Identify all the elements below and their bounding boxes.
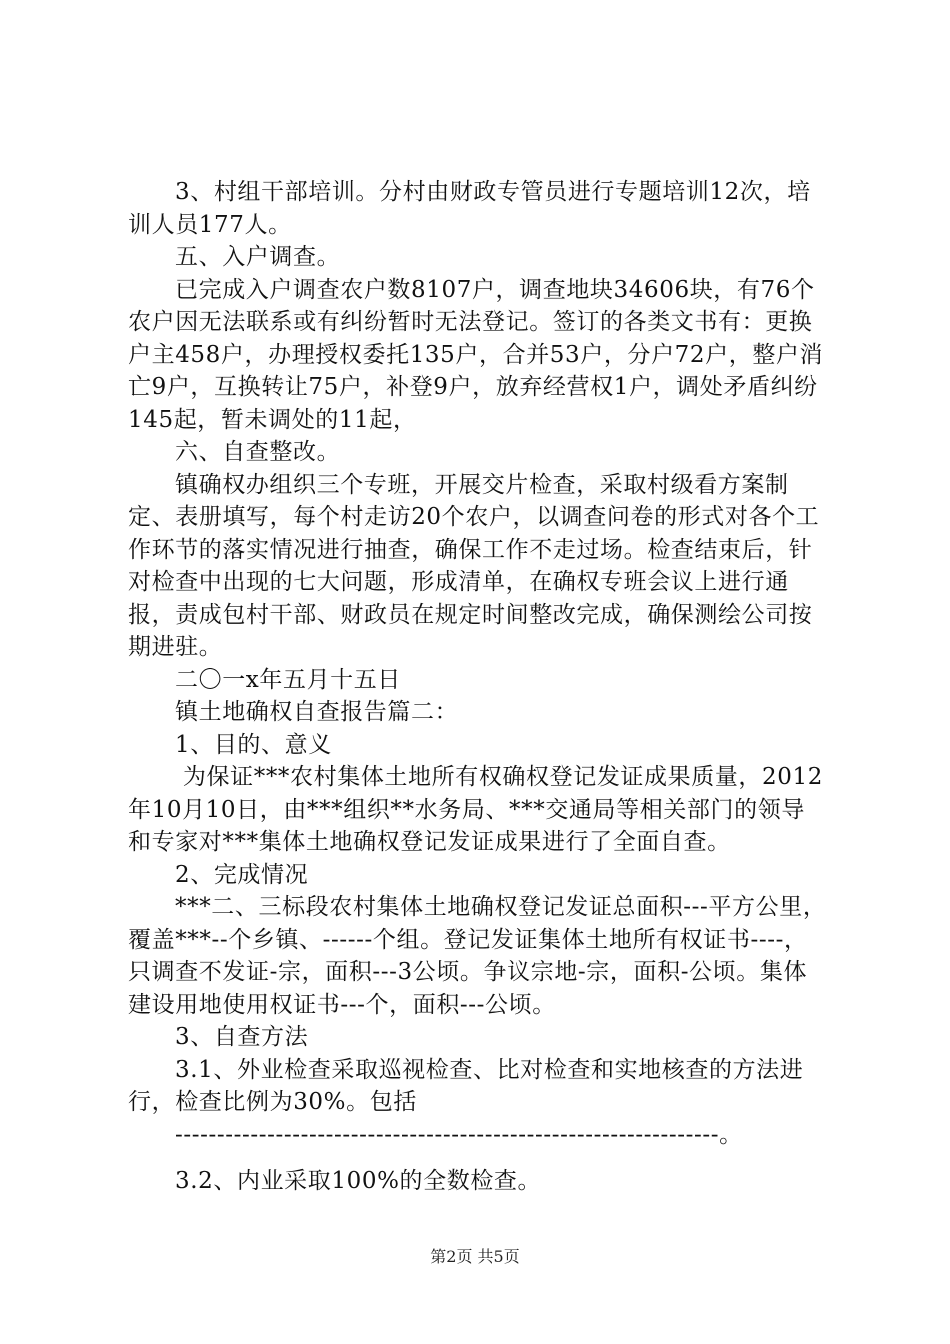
- heading-purpose: 1、目的、意义: [175, 731, 332, 758]
- paragraph-office-check: 3.2、内业采取100%的全数检查。: [175, 1168, 542, 1194]
- heading-report-part-two: 镇土地确权自查报告篇二：: [175, 699, 459, 725]
- paragraph-survey-results: 已完成入户调查农户数8107户，调查地块34606块，有76个农户因无法联系或有纠纷暂时无法登记。签订的各类文书有：更换户主458户，办理授权委托135户，合并53户，分户72户，整户消亡9户，互换转让75户，补登9户，放弃经营权1户，调处矛盾纠纷145起，暂未调处的11起，: [128, 276, 824, 433]
- heading-self-inspection: 六、自查整改。: [175, 439, 341, 465]
- paragraph-inspection-details: 镇确权办组织三个专班，开展交片检查，采取村级看方案制定、表册填写，每个村走访20个农户，以调查问卷的形式对各个工作环节的落实情况进行抽查，确保工作不走过场。检查结束后，针对检查中出现的七大问题，形成清单，在确权专班会议上进行通报，责成包村干部、财政员在规定时间整改完成，确保测绘公司按期进驻。: [128, 471, 820, 660]
- paragraph-purpose: 为保证***农村集体土地所有权确权登记发证成果质量，2012年10月10日，由***组织**水务局、***交通局等相关部门的领导和专家对***集体土地确权登记发证成果进行了全面自查。: [128, 764, 823, 855]
- heading-household-survey: 五、入户调查。: [175, 244, 341, 270]
- paragraph-completion: ***二、三标段农村集体土地确权登记发证总面积---平方公里，覆盖***--个乡镇、------个组。登记发证集体土地所有权证书----，只调查不发证-宗，面积---3公顷。争议宗地-宗，面积-公顷。集体建设用地使用权证书---个，面积---公顷。: [128, 894, 827, 1018]
- heading-method: 3、自查方法: [175, 1024, 309, 1050]
- paragraph-cadre-training: 3、村组干部培训。分村由财政专管员进行专题培训12次，培训人员177人。: [128, 179, 811, 238]
- paragraph-dash-line: -----------------------------------------------------------------。: [175, 1121, 743, 1148]
- paragraph-date: 二〇一x年五月十五日: [175, 666, 401, 693]
- heading-completion: 2、完成情况: [175, 861, 309, 888]
- document-body: [128, 176, 828, 1198]
- paragraph-field-check: 3.1、外业检查采取巡视检查、比对检查和实地核查的方法进行，检查比例为30%。包括: [128, 1056, 804, 1115]
- page-number-footer: 第2页 共5页: [430, 1247, 520, 1266]
